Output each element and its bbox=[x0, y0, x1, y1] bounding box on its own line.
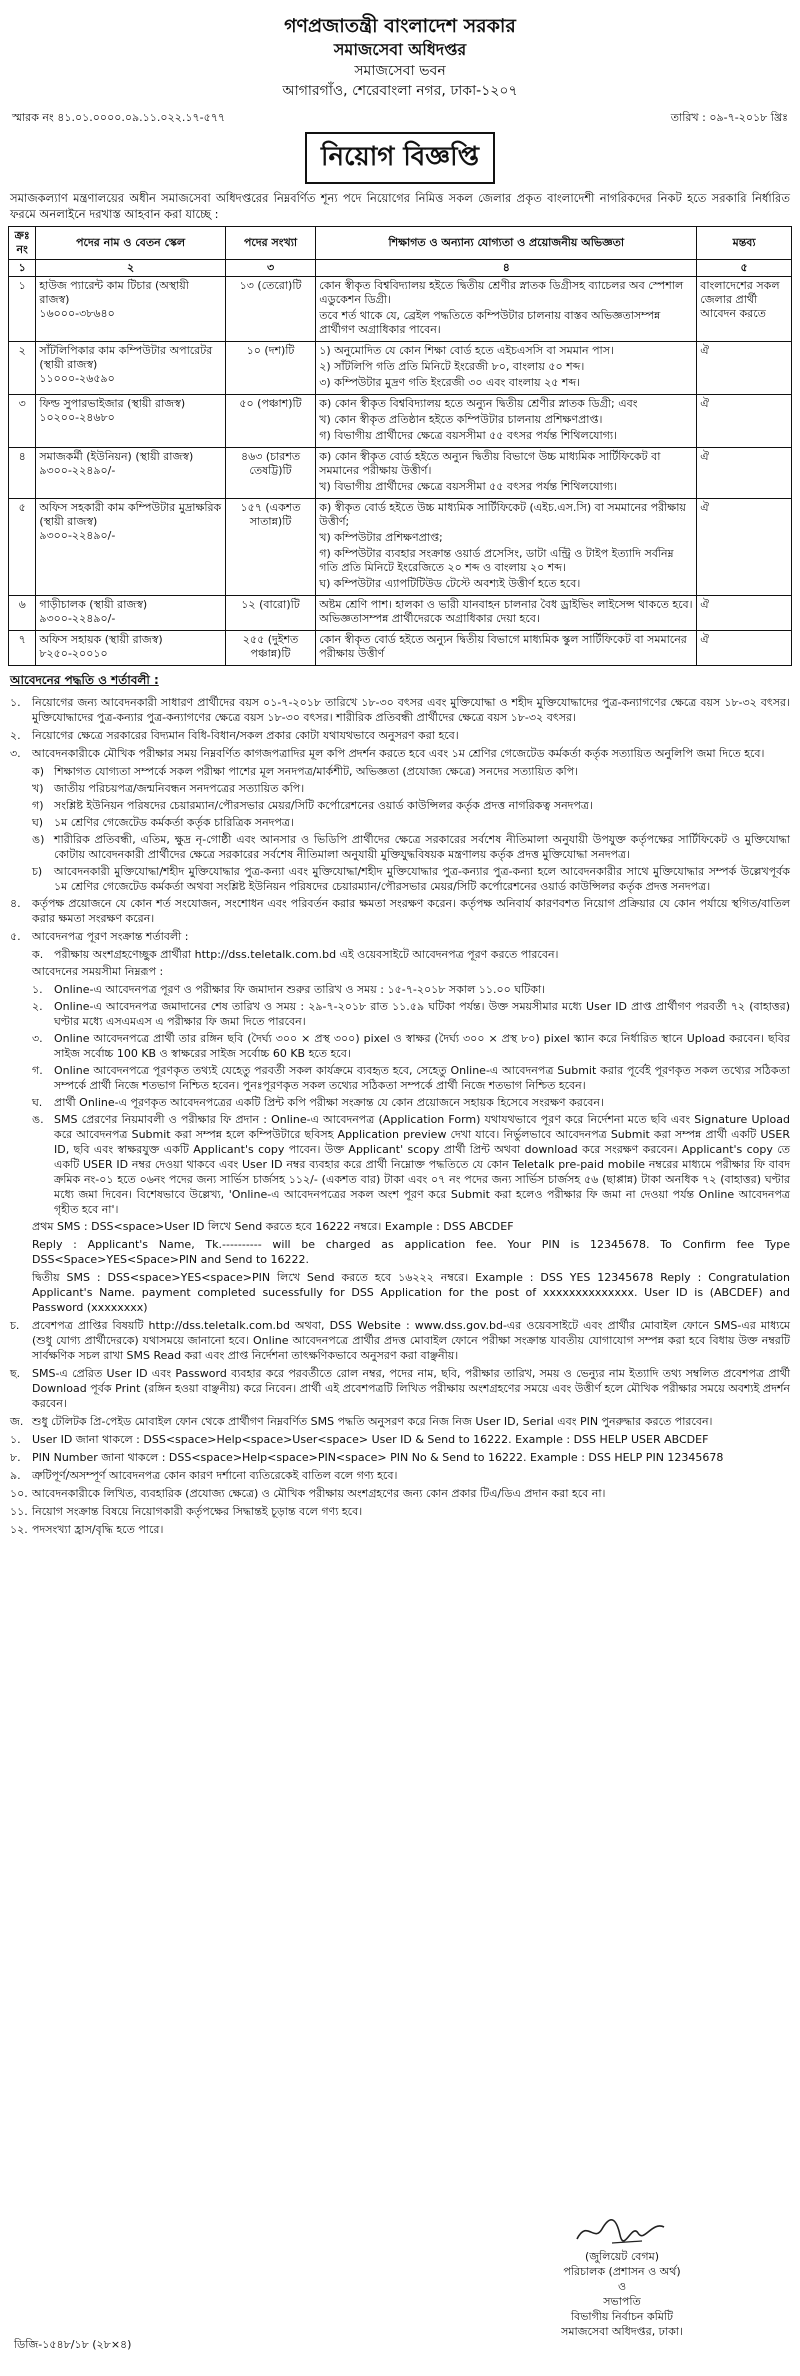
pay-scale: ৮২৫০-২০০১০ bbox=[39, 647, 108, 660]
subitem-text: সংশ্লিষ্ট ইউনিয়ন পরিষদের চেয়ারম্যান/পৌরসভার মেয়র/সিটি কর্পোরেশনের ওয়ার্ড কাউন্সিলর কর্তৃক প্রদত্ত নাগরিকত্ব সনদপত্র। bbox=[54, 799, 593, 812]
rule-text: শুধু টেলিটক প্রি-পেইড মোবাইল ফোন থেকে প্রার্থীগণ নিম্নবর্ণিত SMS পদ্ধতি অনুসরণ করে নিজ নিজ User ID, Serial এবং PIN পুনরুদ্ধার করতে পারবেন। bbox=[32, 1415, 713, 1428]
row-qualification bbox=[316, 499, 697, 596]
post-name: ফিল্ড সুপারভাইজার (স্থায়ী রাজস্ব) bbox=[39, 397, 186, 410]
rule-number: ১২. bbox=[10, 1523, 28, 1536]
subitem-text: Online আবেদনপত্রে পূরণকৃত তথ্যই যেহেতু পরবর্তী সকল কার্যক্রমে ব্যবহৃত হবে, সেহেতু Online-এ আবেদনপত্র Submit করার পূর্বেই পূরণকৃত সকল তথ্যের সঠিকতা সম্পর্কে প্রার্থী নিজে শতভাগ নিশ্চিত হবেন। পুনঃপূরণকৃত সকল তথ্যের সঠিকতা সম্পর্কে প্রার্থী নিজে শতভাগ নিশ্চিত হবেন। bbox=[54, 1064, 790, 1092]
rule-text: আবেদনপত্র পূরণ সংক্রান্ত শর্তাবলী : bbox=[32, 930, 189, 943]
pay-scale: ৯৩০০-২২৪৯০/- bbox=[39, 464, 116, 477]
rule-number: ১. bbox=[10, 696, 21, 709]
rule-subitem bbox=[32, 947, 790, 962]
row-post-count: ১০ (দশ)টি bbox=[225, 342, 316, 395]
qualification-line: ক) কোন স্বীকৃত বিশ্ববিদ্যালয় হতে অন্যুন দ্বিতীয় শ্রেণীর স্নাতক ডিগ্রী; এবং bbox=[319, 397, 638, 410]
rule-item bbox=[10, 1468, 790, 1483]
subitem-number: ঘ) bbox=[32, 816, 44, 829]
col-remark: মন্তব্য bbox=[697, 227, 792, 260]
table-row bbox=[9, 395, 792, 448]
subitem-number: ক) bbox=[32, 765, 44, 778]
subitem-text: ১ম শ্রেণির গেজেটেড কর্মকর্তা কর্তৃক চারিত্রিক সনদপত্র। bbox=[54, 816, 294, 829]
row-remark: ঐ bbox=[697, 395, 792, 448]
rule-number: ৩. bbox=[10, 747, 21, 760]
rule-text: SMS-এ প্রেরিত User ID এবং Password ব্যবহার করে পরবর্তীতে রোল নম্বর, পদের নাম, ছবি, পরীক্ষার তারিখ, সময় ও ভেন্যুর নাম ইত্যাদি তথ্য সম্বলিত প্রবেশপত্র প্রার্থী Download পূর্বক Print (রঙ্গিন হওয়া বাঞ্ছনীয়) করে নিবেন। প্রার্থী এই প্রবেশপত্রটি লিখিত পরীক্ষায় অংশগ্রহণের সময়ে এবং উত্তীর্ণ হলে মৌখিক পরীক্ষার সময়ে অবশ্যই প্রদর্শন করবেন। bbox=[32, 1367, 790, 1410]
row-qualification bbox=[316, 631, 697, 666]
qualification-line: খ) কোন স্বীকৃত প্রতিষ্ঠান হইতে কম্পিউটার চালনায় প্রশিক্ষণপ্রাপ্ত। bbox=[319, 413, 603, 426]
rule-item bbox=[10, 746, 790, 761]
qualification-line: খ) কম্পিউটার প্রশিক্ষণপ্রাপ্ত; bbox=[319, 531, 443, 544]
rule-subitem bbox=[32, 832, 790, 862]
signatory-name: (জুলিয়েট বেগম) bbox=[584, 2250, 660, 2263]
signatory-committee: বিভাগীয় নির্বাচন কমিটি bbox=[570, 2310, 674, 2323]
rule-subitem bbox=[32, 1095, 790, 1110]
rule-subitem bbox=[32, 798, 790, 813]
post-name: হাউজ প্যারেন্ট কাম টিচার (অস্থায়ী রাজস্ব) bbox=[39, 279, 189, 306]
signatory-role: সভাপতি bbox=[603, 2295, 641, 2308]
rule-number bbox=[10, 1219, 32, 1234]
rule-number: জ. bbox=[10, 1415, 24, 1428]
rule-text: দ্বিতীয় SMS : DSS<space>YES<space>PIN লিখে Send করতে হবে ১৬২২২ নম্বরে। Example : DSS YES 12345678 Reply : Congratulation Applicant's Name. payment completed sucessfully for DSS Application for the post of xxxxxxxxxxxxxx. User ID is (ABCDEF) and Password (xxxxxxxx) bbox=[32, 1271, 790, 1314]
table-number-row bbox=[9, 260, 792, 277]
rule-subitem bbox=[32, 781, 790, 796]
subitem-number: ১. bbox=[32, 983, 43, 996]
post-name: সাঁটলিপিকার কাম কম্পিউটার অপারেটর (স্থায়ী রাজস্ব) bbox=[39, 344, 213, 371]
row-qualification bbox=[316, 395, 697, 448]
building-name: সমাজসেবা ভবন bbox=[354, 63, 446, 79]
row-remark: ঐ bbox=[697, 499, 792, 596]
rule-number bbox=[10, 1237, 32, 1267]
rule-number bbox=[10, 964, 32, 979]
rule-item bbox=[10, 1270, 790, 1315]
rule-subitem bbox=[32, 982, 790, 997]
subitem-text: Online-এ আবেদনপত্র পূরণ ও পরীক্ষার ফি জমাদান শুরুর তারিখ ও সময় : ১৫-৭-২০১৮ সকাল ১১.০০ ঘটিকা। bbox=[54, 983, 546, 996]
qualification-line: গ) বিভাগীয় প্রার্থীদের ক্ষেত্রে বয়সসীমা ৫৫ বৎসর পর্যন্ত শিথিলযোগ্য। bbox=[319, 429, 618, 442]
rule-item bbox=[10, 1219, 790, 1234]
rule-number: ১০. bbox=[10, 1487, 28, 1500]
subitem-text: শারীরিক প্রতিবন্ধী, এতিম, ক্ষুদ্র নৃ-গোষ্ঠী এবং আনসার ও ভিডিপি প্রার্থীদের ক্ষেত্রে সরকারের সর্বশেষ নীতিমালা অনুযায়ী উপযুক্ত কর্তৃপক্ষের সার্টিফিকেট ও মুক্তিযোদ্ধা কোটায় আবেদনকারী প্রার্থীদের ক্ষেত্রে সরকারের সর্বশেষ নীতিমালা অনুযায়ী মুক্তিযুদ্ধবিষয়ক মন্ত্রণালয় কর্তৃক প্রদত্ত মুক্তিযোদ্ধা সনদপত্র। bbox=[54, 833, 790, 861]
signatory-and: ও bbox=[617, 2280, 627, 2293]
table-row bbox=[9, 342, 792, 395]
col-serial: ক্রঃ নং bbox=[9, 227, 36, 260]
col-num: ১ bbox=[9, 260, 36, 277]
qualification-line: ১) অনুমোদিত যে কোন শিক্ষা বোর্ড হতে এইচএসসি বা সমমান পাস। bbox=[319, 344, 614, 357]
signature-image bbox=[492, 2213, 752, 2249]
rule-item bbox=[10, 929, 790, 944]
row-remark: ঐ bbox=[697, 342, 792, 395]
intro-paragraph: সমাজকল্যাণ মন্ত্রণালয়ের অধীন সমাজসেবা অধিদপ্তরের নিম্নবর্ণিত শূন্য পদে নিয়োগের নিমিত্ত সকল জেলার প্রকৃত বাংলাদেশী নাগরিকদের নিকট হতে সরকারি নির্ধারিত ফরমে অনলাইনে দরখাস্ত আহবান করা যাচ্ছে : bbox=[10, 191, 790, 221]
rule-text: নিয়োগের জন্য আবেদনকারী সাধারণ প্রার্থীদের বয়স ০১-৭-২০১৮ তারিখে ১৮-৩০ বৎসর এবং মুক্তিযোদ্ধা ও শহীদ মুক্তিযোদ্ধাদের পুত্র-কন্যাগণের ক্ষেত্রে বয়স ১৮-৩২ বৎসর। মুক্তিযোদ্ধাদের পুত্র-কন্যার পুত্র-কন্যাগণের ক্ষেত্রে বয়স ১৮-৩০ বৎসর। শারীরিক প্রতিবন্ধী প্রার্থীদের ক্ষেত্রে বয়স ১৮-৩২ বৎসর। bbox=[32, 696, 790, 724]
subitem-text: আবেদনকারী মুক্তিযোদ্ধা/শহীদ মুক্তিযোদ্ধার পুত্র-কন্যা এবং মুক্তিযোদ্ধা/শহীদ মুক্তিযোদ্ধার পুত্র-কন্যার পুত্র-কন্যা হলে আবেদনকারীর সাথে মুক্তিযোদ্ধার সম্পর্ক উল্লেখপূর্বক ১ম শ্রেণির গেজেটেড কর্মকর্তা অথবা সংশ্লিষ্ট ইউনিয়ন পরিষদের চেয়ারম্যান/পৌরসভার মেয়র/সিটি কর্পোরেশনের ওয়ার্ড কাউন্সিলর কর্তৃক প্রদত্ত সনদপত্র। bbox=[54, 865, 790, 893]
rules-heading: আবেদনের পদ্ধতি ও শর্তাবলী : bbox=[10, 673, 159, 687]
rule-number bbox=[10, 1270, 32, 1315]
rule-subitem bbox=[32, 764, 790, 779]
rule-text: আবেদনকারীকে লিখিত, ব্যবহারিক (প্রযোজ্য ক্ষেত্রে) ও মৌখিক পরীক্ষায় অংশগ্রহণের জন্য কোন প্রকার টিএ/ডিএ প্রদান করা হবে না। bbox=[32, 1487, 606, 1500]
qualification-line: তবে শর্ত থাকে যে, ব্রেইল পদ্ধতিতে কম্পিউটার চালনায় বাস্তব অভিজ্ঞতাসম্পন্ন প্রার্থীগণ অগ্রাধিকার পাবেন। bbox=[319, 309, 661, 336]
rule-item bbox=[10, 728, 790, 743]
row-post-count: ১৫৭ (একশত সাতান্ন)টি bbox=[225, 499, 316, 596]
col-qualification: শিক্ষাগত ও অন্যান্য যোগ্যতা ও প্রয়োজনীয় অভিজ্ঞতা bbox=[316, 227, 697, 260]
office-address: আগারগাঁও, শেরেবাংলা নগর, ঢাকা-১২০৭ bbox=[282, 83, 518, 99]
rule-item bbox=[10, 1486, 790, 1501]
pay-scale: ৯৩০০-২২৪৯০/- bbox=[39, 529, 116, 542]
rule-subitem bbox=[32, 1063, 790, 1093]
rule-subitem bbox=[32, 999, 790, 1029]
subitem-text: পরীক্ষায় অংশগ্রহণেচ্ছুক প্রার্থীরা http://dss.teletalk.com.bd এই ওয়েবসাইটে আবেদনপত্র পূরণ করতে পারবেন। bbox=[54, 948, 559, 961]
row-qualification bbox=[316, 448, 697, 499]
notice-page bbox=[8, 8, 792, 2360]
col-count: পদের সংখ্যা bbox=[225, 227, 316, 260]
col-num: ৩ bbox=[225, 260, 316, 277]
row-post bbox=[36, 395, 225, 448]
rule-text: নিয়োগ সংক্রান্ত বিষয়ে নিয়োগকারী কর্তৃপক্ষের সিদ্ধান্তই চূড়ান্ত বলে গণ্য হবে। bbox=[32, 1505, 363, 1518]
print-code: ডিজি-১৫৪৮/১৮ (২৮×৪) bbox=[14, 2338, 132, 2351]
row-post-count: ৫০ (পঞ্চাশ)টি bbox=[225, 395, 316, 448]
row-post bbox=[36, 448, 225, 499]
letterhead bbox=[8, 14, 792, 101]
subitem-number: চ) bbox=[32, 865, 43, 878]
subitem-text: জাতীয় পরিচয়পত্র/জন্মনিবন্ধন সনদপত্রের সত্যায়িত কপি। bbox=[54, 782, 305, 795]
rule-item bbox=[10, 896, 790, 926]
row-post-count: ১৩ (তেরো)টি bbox=[225, 277, 316, 342]
rule-subitem bbox=[32, 864, 790, 894]
qualification-line: অষ্টম শ্রেণি পাশ। হালকা ও ভারী যানবাহন চালনার বৈধ ড্রাইভিং লাইসেন্স থাকতে হবে। অভিজ্ঞতাসম্পন্ন প্রার্থীদেরকে অগ্রাধিকার দেয়া হবে। bbox=[319, 598, 693, 625]
rule-item bbox=[10, 1432, 790, 1447]
row-post bbox=[36, 596, 225, 631]
memo-line bbox=[12, 109, 788, 128]
rule-text: আবেদনের সময়সীমা নিম্নরূপ : bbox=[32, 965, 164, 978]
row-post bbox=[36, 277, 225, 342]
rule-text: নিয়োগের ক্ষেত্রে সরকারের বিদ্যমান বিধি-বিধান/সকল প্রকার কোটা যথাযথভাবে অনুসরণ করা হবে। bbox=[32, 729, 459, 742]
qualification-line: ২) সাঁটলিপি গতি প্রতি মিনিটে ইংরেজী ৮০, বাংলায় ৫০ শব্দ। bbox=[319, 360, 585, 373]
subitem-number: গ) bbox=[32, 799, 44, 812]
subitem-number: ঙ) bbox=[32, 833, 45, 846]
row-qualification bbox=[316, 342, 697, 395]
department-name: সমাজসেবা অধিদপ্তর bbox=[333, 40, 467, 59]
rule-text: আবেদনকারীকে মৌখিক পরীক্ষার সময় নিম্নবর্ণিত কাগজপত্রাদির মূল কপি প্রদর্শন করতে হবে এবং ১ম শ্রেণির গেজেটেড কর্মকর্তা কর্তৃক সত্যায়িত অনুলিপি জমা দিতে হবে। bbox=[32, 747, 765, 760]
signatory-office: সমাজসেবা অধিদপ্তর, ঢাকা। bbox=[561, 2325, 683, 2338]
row-remark: ঐ bbox=[697, 631, 792, 666]
pay-scale: ১১০০০-২৬৫৯০ bbox=[39, 372, 115, 385]
qualification-line: কোন স্বীকৃত বোর্ড হইতে অন্যুন দ্বিতীয় বিভাগে মাধ্যমিক স্কুল সার্টিফিকেট বা সমমানের পরীক্ষায় উত্তীর্ণ bbox=[319, 633, 687, 660]
government-name: গণপ্রজাতন্ত্রী বাংলাদেশ সরকার bbox=[284, 15, 516, 37]
rule-number: ৮. bbox=[10, 1451, 21, 1464]
qualification-line: কোন স্বীকৃত বিশ্ববিদ্যালয় হইতে দ্বিতীয় শ্রেণীর স্নাতক ডিগ্রীসহ ব্যাচেলর অব স্পেশাল এডুকেশন ডিগ্রী। bbox=[319, 279, 684, 306]
rule-item bbox=[10, 695, 790, 725]
table-row bbox=[9, 448, 792, 499]
col-post: পদের নাম ও বেতন স্কেল bbox=[36, 227, 225, 260]
subitem-number: ঘ. bbox=[32, 1096, 43, 1109]
qualification-line: ক) কোন স্বীকৃত বোর্ড হইতে অন্যুন দ্বিতীয় বিভাগে উচ্চ মাধ্যমিক সার্টিফিকেট বা সমমানের পরীক্ষায় উত্তীর্ণ। bbox=[319, 450, 661, 477]
table-row bbox=[9, 499, 792, 596]
signature-block bbox=[492, 2213, 752, 2339]
subitem-number: খ) bbox=[32, 782, 44, 795]
rule-subitem bbox=[32, 1031, 790, 1061]
rule-item bbox=[10, 1522, 790, 1537]
rule-item bbox=[10, 1450, 790, 1465]
memo-date: তারিখ : ০৯-৭-২০১৮ খ্রিঃ bbox=[670, 111, 788, 124]
subitem-number: ঙ. bbox=[32, 1113, 44, 1126]
subitem-text: শিক্ষাগত যোগ্যতা সম্পর্কে সকল পরীক্ষা পাশের মূল সনদপত্র/মার্কশীট, অভিজ্ঞতা (প্রযোজ্য ক্ষেত্রে) সনদের সত্যায়িত কপি। bbox=[54, 765, 579, 778]
row-serial: ৫ bbox=[9, 499, 36, 596]
col-num: ২ bbox=[36, 260, 225, 277]
rule-item bbox=[10, 1504, 790, 1519]
row-post-count: ২৫৫ (দুইশত পঞ্চান্ন)টি bbox=[225, 631, 316, 666]
rule-subitem bbox=[32, 815, 790, 830]
rule-item bbox=[10, 1366, 790, 1411]
rule-subitem bbox=[32, 1112, 790, 1217]
subitem-text: প্রার্থী Online-এ পূরণকৃত আবেদনপত্রের একটি প্রিন্ট কপি পরীক্ষা সংক্রান্ত যে কোন প্রয়োজনে সহায়ক হিসেবে সংরক্ষণ করবেন। bbox=[54, 1096, 604, 1109]
rule-number: ৯. bbox=[10, 1469, 21, 1482]
row-qualification bbox=[316, 596, 697, 631]
pay-scale: ১০২০০-২৪৬৮০ bbox=[39, 411, 115, 424]
notice-title: নিয়োগ বিজ্ঞপ্তি bbox=[305, 132, 495, 184]
col-num: ৪ bbox=[316, 260, 697, 277]
row-qualification bbox=[316, 277, 697, 342]
rule-number: ১. bbox=[10, 1433, 21, 1446]
row-remark: ঐ bbox=[697, 596, 792, 631]
col-num: ৫ bbox=[697, 260, 792, 277]
qualification-line: খ) বিভাগীয় প্রার্থীদের ক্ষেত্রে বয়সসীমা ৫৫ বৎসর পর্যন্ত শিথিলযোগ্য। bbox=[319, 480, 618, 493]
rule-item bbox=[10, 1414, 790, 1429]
table-header-row bbox=[9, 227, 792, 260]
row-post-count: ৪৬৩ (চারশত তেষট্টি)টি bbox=[225, 448, 316, 499]
row-post bbox=[36, 631, 225, 666]
memo-number: স্মারক নং ৪১.০১.০০০০.০৯.১১.০২২.১৭-৫৭৭ bbox=[12, 111, 226, 124]
table-row bbox=[9, 631, 792, 666]
vacancy-table bbox=[8, 226, 792, 666]
row-serial: ৬ bbox=[9, 596, 36, 631]
signatory-title: পরিচালক (প্রশাসন ও অর্থ) bbox=[563, 2265, 681, 2278]
table-row bbox=[9, 277, 792, 342]
post-name: গাড়ীচালক (স্থায়ী রাজস্ব) bbox=[39, 598, 148, 611]
rule-item bbox=[10, 964, 790, 979]
rule-number: ৪. bbox=[10, 897, 21, 910]
rule-item bbox=[10, 1237, 790, 1267]
subitem-number: গ. bbox=[32, 1064, 43, 1077]
post-name: অফিস সহায়ক (স্থায়ী রাজস্ব) bbox=[39, 633, 163, 646]
row-remark: ঐ bbox=[697, 448, 792, 499]
qualification-line: গ) কম্পিউটার ব্যবহার সংক্রান্ত ওয়ার্ড প্রসেসিং, ডাটা এন্ট্রি ও টাইপ ইত্যাদি সর্বনিম্ন গতি প্রতি মিনিটে ইংরেজিতে ২০ শব্দ ও বাংলায় ২০ শব্দ। bbox=[319, 547, 674, 574]
rule-text: পদসংখ্যা হ্রাস/বৃদ্ধি হতে পারে। bbox=[32, 1523, 164, 1536]
rule-text: প্রথম SMS : DSS<space>User ID লিখে Send করতে হবে 16222 নম্বরে। Example : DSS ABCDEF bbox=[32, 1220, 514, 1233]
subitem-text: SMS প্রেরণের নিয়মাবলী ও পরীক্ষার ফি প্রদান : Online-এ আবেদনপত্র (Application Form) যথাযথভাবে পূরণ করে নির্দেশনা মতে ছবি এবং Signature Upload করে আবেদনপত্র Submit করা সম্পন্ন হলে কম্পিউটারে ছবিসহ Application preview দেখা যাবে। নির্ভুলভাবে আবেদনপত্র Submit করা সম্পন্ন প্রার্থী একটি USER ID, ছবি এবং স্বাক্ষরযুক্ত একটি Applicant's copy পাবেন। উক্ত Applicant' scopy প্রার্থী প্রিন্ট অথবা download করে সংরক্ষণ করবেন। Applicant's copy তে একটি USER ID নম্বর দেওয়া থাকবে এবং User ID নম্বর ব্যবহার করে প্রার্থী নিম্নোক্ত পদ্ধতিতে যে কোন Teletalk pre-paid mobile নম্বরের মাধ্যমে পরীক্ষার ফি বাবদ ক্রমিক নং-০১ হতে ০৬নং পদের জন্য সার্ভিস চার্জসহ ১১২/- (একশত বার) টাকা এবং ০৭ নং পদের জন্য সার্ভিস চার্জসহ ৫৬ (ছাপ্পান্ন) টাকা অনধিক ৭২ (বাহাত্তর) ঘণ্টার মধ্যে জমা দিবেন। বিশেষভাবে উল্লেখ্য, 'Online-এ আবেদনপত্রের সকল অংশ পূরণ করে Submit করা হলেও পরীক্ষার ফি জমা না দেওয়া পর্যন্ত Online আবেদনপত্র গৃহীত হবে না'। bbox=[54, 1113, 790, 1216]
post-name: সমাজকর্মী (ইউনিয়ন) (স্থায়ী রাজস্ব) bbox=[39, 450, 194, 463]
subitem-number: ২. bbox=[32, 1000, 43, 1013]
table-body bbox=[9, 277, 792, 666]
pay-scale: ৯৩০০-২২৪৯০/- bbox=[39, 612, 116, 625]
row-serial: ৭ bbox=[9, 631, 36, 666]
rules-list bbox=[10, 695, 790, 1537]
table-row bbox=[9, 596, 792, 631]
row-remark: বাংলাদেশের সকল জেলার প্রার্থী আবেদন করতে bbox=[697, 277, 792, 342]
subitem-number: ৩. bbox=[32, 1032, 43, 1045]
rule-text: Reply : Applicant's Name, Tk.---------- will be charged as application fee. Your PIN is 12345678. To Confirm fee Type DSS<Space>YES<Space>PIN and Send to 16222. bbox=[32, 1238, 790, 1266]
rule-number: ২. bbox=[10, 729, 21, 742]
rule-text: কর্তৃপক্ষ প্রয়োজনে যে কোন শর্ত সংযোজন, সংশোধন এবং পরিবর্তন করার ক্ষমতা সংরক্ষণ করেন। কর্তৃপক্ষ অনিবার্য কারণবশত নিয়োগ প্রক্রিয়ার যে কোন পর্যায়ে স্থগিত/বাতিল করার ক্ষমতা সংরক্ষণ করেন। bbox=[32, 897, 790, 925]
subitem-text: Online-এ আবেদনপত্র জমাদানের শেষ তারিখ ও সময় : ২৯-৭-২০১৮ রাত ১১.৫৯ ঘটিকা পর্যন্ত। উক্ত সময়সীমার মধ্যে User ID প্রাপ্ত প্রার্থীগণ পরবর্তী ৭২ (বাহাত্তর) ঘণ্টার মধ্যে এসএমএস এ পরীক্ষার ফি জমা দিতে পারবেন। bbox=[54, 1000, 790, 1028]
rule-text: ত্রুটিপূর্ণ/অসম্পূর্ণ আবেদনপত্র কোন কারণ দর্শানো ব্যতিরেকেই বাতিল বলে গণ্য হবে। bbox=[32, 1469, 398, 1482]
rule-text: প্রবেশপত্র প্রাপ্তির বিষয়টি http://dss.teletalk.com.bd অথবা, DSS Website : www.dss.gov.bd-এর ওয়েবসাইটে এবং প্রার্থীর মোবাইল ফোনে SMS-এর মাধ্যমে (শুধু যোগ্য প্রার্থীদেরকে) যথাসময়ে জানানো হবে। Online আবেদনপত্রে প্রার্থীর প্রদত্ত মোবাইল ফোনে পরীক্ষা সংক্রান্ত যাবতীয় যোগাযোগ সম্পন্ন করা হবে বিধায় উক্ত নম্বরটি সার্বক্ষণিক সচল রাখা SMS Read করা এবং প্রাপ্ত নির্দেশনা তাৎক্ষণিকভাবে অনুসরণ করা বাঞ্ছনীয়। bbox=[32, 1319, 790, 1362]
row-post bbox=[36, 499, 225, 596]
rule-number: ১১. bbox=[10, 1505, 28, 1518]
qualification-line: ক) স্বীকৃত বোর্ড হইতে উচ্চ মাধ্যমিক সার্টিফিকেট (এইচ.এস.সি) বা সমমানের পরীক্ষায় উত্তীর্ণ; bbox=[319, 501, 686, 528]
rule-number: ছ. bbox=[10, 1367, 21, 1380]
subitem-number: ক. bbox=[32, 948, 44, 961]
row-serial: ২ bbox=[9, 342, 36, 395]
row-post-count: ১২ (বারো)টি bbox=[225, 596, 316, 631]
rule-number: ৫. bbox=[10, 930, 21, 943]
subitem-text: Online আবেদনপত্রে প্রার্থী তার রঙ্গিন ছবি (দৈর্ঘ্য ৩০০ × প্রস্থ ৩০০) pixel ও স্বাক্ষর (দৈর্ঘ্য ৩০০ × প্রস্থ ৮০) pixel স্ক্যান করে নির্ধারিত স্থানে Upload করবেন। ছবির সাইজ সর্বোচ্চ 100 KB ও স্বাক্ষরের সাইজ সর্বোচ্চ 60 KB হতে হবে। bbox=[54, 1032, 790, 1060]
qualification-line: ৩) কম্পিউটার মুদ্রণ গতি ইংরেজী ৩০ এবং বাংলায় ২৫ শব্দ। bbox=[319, 376, 581, 389]
row-post bbox=[36, 342, 225, 395]
notice-title-box bbox=[8, 132, 792, 184]
row-serial: ৩ bbox=[9, 395, 36, 448]
rule-number: চ. bbox=[10, 1319, 20, 1332]
row-serial: ১ bbox=[9, 277, 36, 342]
rule-text: PIN Number জানা থাকলে : DSS<space>Help<space>PIN<space> PIN No & Send to 16222. Example : DSS HELP PIN 12345678 bbox=[32, 1451, 724, 1464]
pay-scale: ১৬০০০-৩৮৬৪০ bbox=[39, 307, 115, 320]
rule-item bbox=[10, 1318, 790, 1363]
qualification-line: ঘ) কম্পিউটার এ্যাপটিটিউড টেস্টে অবশ্যই উত্তীর্ণ হতে হবে। bbox=[319, 577, 581, 590]
post-name: অফিস সহকারী কাম কম্পিউটার মুদ্রাক্ষরিক (স্থায়ী রাজস্ব) bbox=[39, 501, 222, 528]
rule-text: User ID জানা থাকলে : DSS<space>Help<space>User<space> User ID & Send to 16222. Example : DSS HELP USER ABCDEF bbox=[32, 1433, 709, 1446]
row-serial: ৪ bbox=[9, 448, 36, 499]
